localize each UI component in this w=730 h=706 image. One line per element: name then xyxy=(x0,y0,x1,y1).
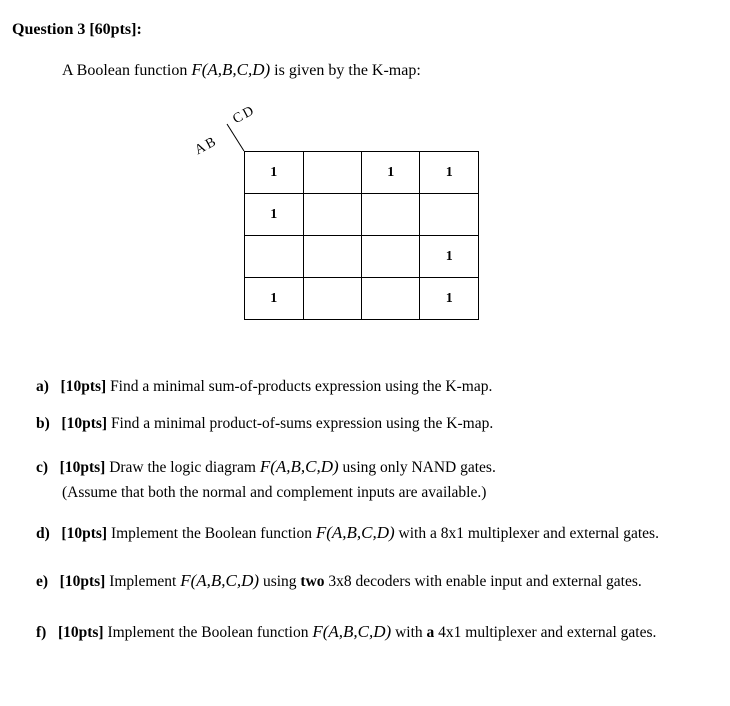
part-label: c) xyxy=(36,459,49,476)
kmap-cell xyxy=(361,236,420,278)
part-points: [10pts] xyxy=(61,525,108,542)
kmap-cell: 1 xyxy=(245,152,304,194)
function-name: F(A,B,C,D) xyxy=(191,60,271,79)
kmap-cell: 1 xyxy=(420,278,479,320)
part-e xyxy=(36,571,642,591)
part-a xyxy=(36,378,492,396)
kmap-cell: 1 xyxy=(420,236,479,278)
part-c-note: (Assume that both the normal and complement inputs are available.) xyxy=(62,484,487,501)
part-label: a) xyxy=(36,378,49,395)
part-label: b) xyxy=(36,415,50,432)
kmap-cell xyxy=(361,194,420,236)
function-name: F(A,B,C,D) xyxy=(259,457,339,476)
part-text: 4x1 multiplexer and external gates. xyxy=(438,624,657,641)
part-b xyxy=(36,415,493,433)
part-text: Implement the Boolean function xyxy=(110,525,312,542)
kmap-cell: 1 xyxy=(361,152,420,194)
part-label: e) xyxy=(36,573,49,590)
part-points: [10pts] xyxy=(57,624,104,641)
kmap-cell xyxy=(303,236,361,278)
kmap-cell xyxy=(361,278,420,320)
kmap-row xyxy=(245,236,479,278)
kmap-cell: 1 xyxy=(420,152,479,194)
part-d xyxy=(36,523,659,543)
kmap-cell: 1 xyxy=(245,194,304,236)
kmap-row xyxy=(245,278,479,320)
function-name: F(A,B,C,D) xyxy=(180,571,260,590)
intro-after: is given by the K-map: xyxy=(274,62,421,79)
part-points: [10pts] xyxy=(59,459,106,476)
emphasis: two xyxy=(300,573,325,590)
kmap-grid xyxy=(244,151,479,320)
question-title: Question 3 [60pts]: xyxy=(12,21,142,38)
kmap-row-variable: AB xyxy=(192,133,221,159)
kmap-cell xyxy=(303,278,361,320)
intro-sentence xyxy=(62,60,421,80)
part-points: [10pts] xyxy=(59,573,106,590)
part-text: 3x8 decoders with enable input and external gates. xyxy=(328,573,642,590)
function-name: F(A,B,C,D) xyxy=(312,622,392,641)
kmap-column-variable: CD xyxy=(230,102,259,128)
part-c xyxy=(36,457,496,477)
part-label: d) xyxy=(36,525,50,542)
part-text: with a 8x1 multiplexer and external gates. xyxy=(398,525,659,542)
kmap-cell xyxy=(303,152,361,194)
emphasis: a xyxy=(426,624,435,641)
kmap-cell xyxy=(245,236,304,278)
part-points: [10pts] xyxy=(60,378,107,395)
part-points: [10pts] xyxy=(61,415,108,432)
part-text: using only NAND gates. xyxy=(342,459,496,476)
part-f xyxy=(36,622,656,642)
kmap-cell xyxy=(420,194,479,236)
part-label: f) xyxy=(36,624,47,641)
intro-before: A Boolean function xyxy=(62,62,188,79)
kmap-row xyxy=(245,152,479,194)
part-text: Find a minimal product-of-sums expression using the K-map. xyxy=(110,415,494,432)
part-text: Implement the Boolean function xyxy=(107,624,309,641)
part-text: Implement xyxy=(109,573,177,590)
kmap-cell xyxy=(303,194,361,236)
part-text: using xyxy=(262,573,297,590)
kmap-cell: 1 xyxy=(245,278,304,320)
part-text: Draw the logic diagram xyxy=(109,459,256,476)
function-name: F(A,B,C,D) xyxy=(315,523,395,542)
part-text: with xyxy=(395,624,423,641)
part-text: Find a minimal sum-of-products expression using the K-map. xyxy=(110,378,493,395)
kmap-row xyxy=(245,194,479,236)
